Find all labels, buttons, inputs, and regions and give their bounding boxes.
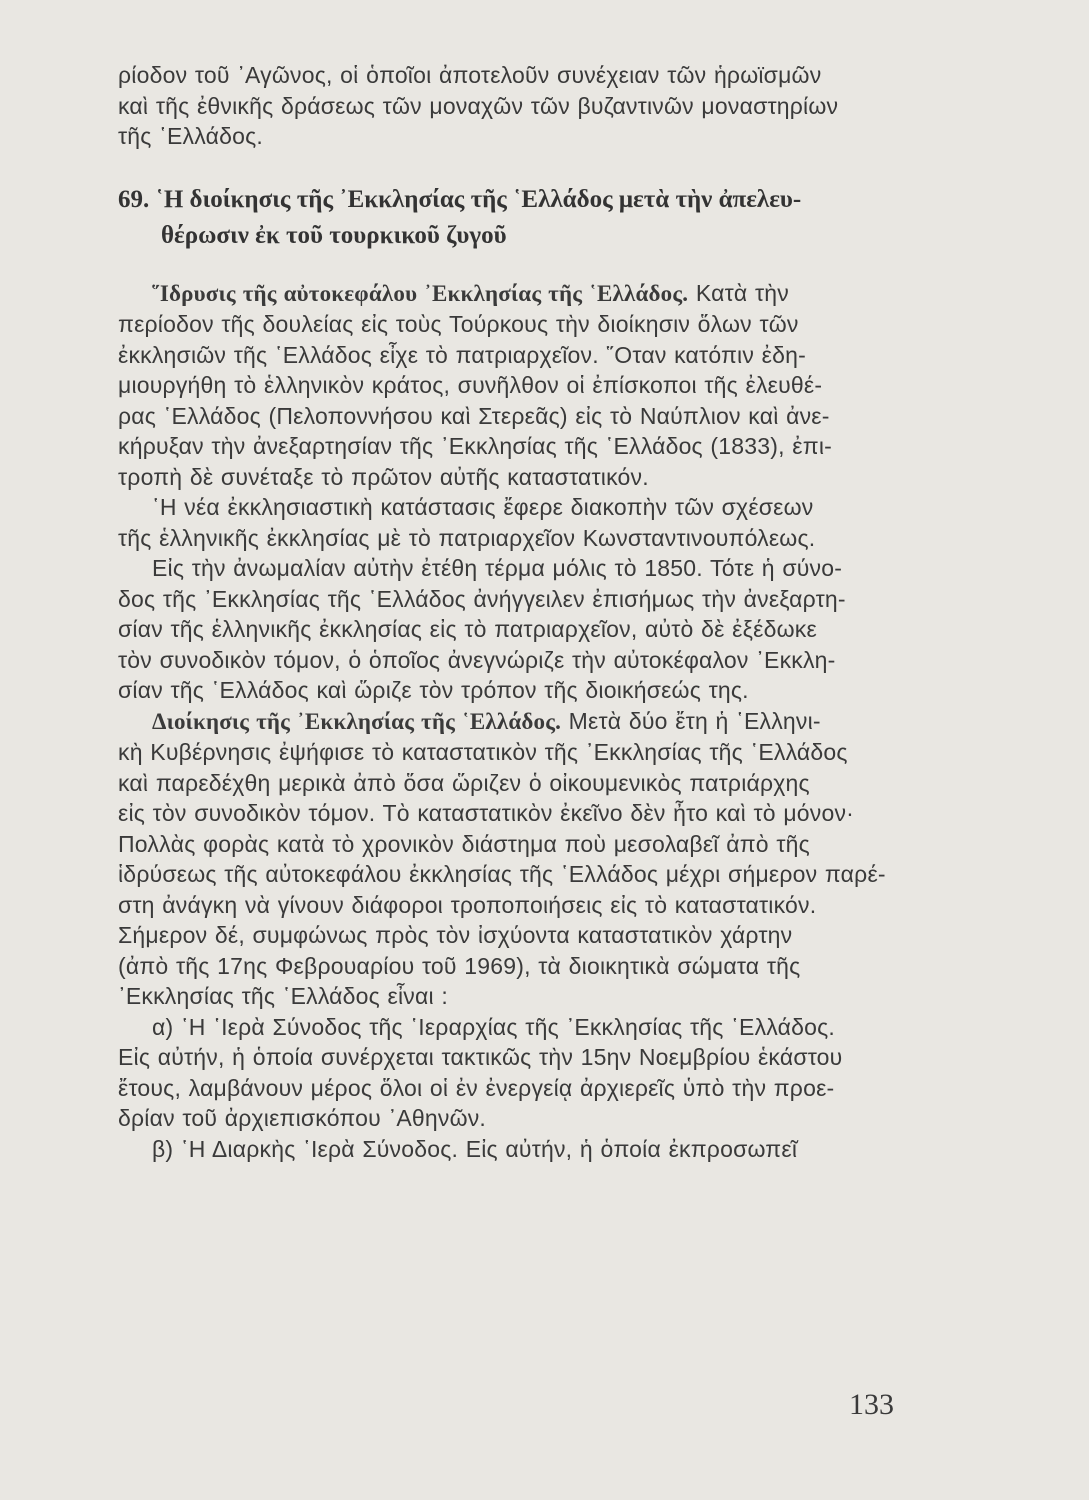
- text-line: Εἰς αὐτήν, ἡ ὁποία συνέρχεται τακτικῶς τὴν 15ην Νοεμβρίου ἑκάστου: [118, 1044, 843, 1070]
- text-line: καὶ παρεδέχθη μερικὰ ἀπὸ ὅσα ὥριζεν ὁ οἰκουμενικὸς πατριάρχης: [118, 769, 810, 796]
- text-line: ρίοδον τοῦ ᾿Αγῶνος, οἱ ὁποῖοι ἀποτελοῦν συνέχειαν τῶν ἡρωϊσμῶν: [118, 62, 822, 88]
- text-line: ἐκκλησιῶν τῆς ῾Ελλάδος εἶχε τὸ πατριαρχεῖον. ῞Οταν κατόπιν ἐδη-: [118, 341, 806, 368]
- text-line: κὴ Κυβέρνησις ἐψήφισε τὸ καταστατικὸν τῆς ᾿Εκκλησίας τῆς ῾Ελλάδος: [118, 739, 848, 765]
- text-fragment: Κατὰ τὴν: [688, 279, 789, 306]
- paragraph-subtitle: Διοίκησις τῆς ᾿Εκκλησίας τῆς ῾Ελλάδος.: [152, 708, 562, 734]
- text-line: [118, 278, 939, 310]
- text-line: α) ῾Η ῾Ιερὰ Σύνοδος τῆς ῾Ιεραρχίας τῆς ᾿Εκκλησίας τῆς ῾Ελλάδος.: [152, 1013, 835, 1040]
- text-line: ῾Η νέα ἐκκλησιαστικὴ κατάστασις ἔφερε διακοπὴν τῶν σχέσεων: [152, 494, 814, 520]
- spacer: [118, 254, 939, 278]
- text-line: τροπὴ δὲ συνέταξε τὸ πρῶτον αὐτῆς καταστατικόν.: [118, 463, 649, 490]
- paragraph-founding: [118, 278, 939, 493]
- text-line: σίαν τῆς ῾Ελλάδος καὶ ὥριζε τὸν τρόπον τῆς διοικήσεώς της.: [118, 677, 749, 703]
- text-line: ᾿Εκκλησίας τῆς ῾Ελλάδος εἶναι :: [118, 983, 448, 1009]
- section-heading-continued: θέρωσιν ἐκ τοῦ τουρκικοῦ ζυγοῦ: [161, 221, 507, 249]
- text-line: Πολλὰς φορὰς κατὰ τὸ χρονικὸν διάστημα ποὺ μεσολαβεῖ ἀπὸ τῆς: [118, 830, 810, 857]
- text-line: δος τῆς ᾿Εκκλησίας τῆς ῾Ελλάδος ἀνήγγειλεν ἐπισήμως τὴν ἀνεξαρτη-: [118, 585, 846, 612]
- text-line: ρας ῾Ελλάδος (Πελοποννήσου καὶ Στερεᾶς) εἰς τὸ Ναύπλιον καὶ ἀνε-: [118, 402, 830, 429]
- text-fragment: Μετὰ δύο ἔτη ἡ ῾Ελληνι-: [561, 707, 821, 734]
- text-line: κήρυξαν τὴν ἀνεξαρτησίαν τῆς ᾿Εκκλησίας τῆς ῾Ελλάδος (1833), ἐπι-: [118, 433, 832, 459]
- paragraph-new-situation: [118, 492, 939, 553]
- text-line: στη ἀνάγκη νὰ γίνουν διάφοροι τροποποιήσεις εἰς τὸ καταστατικόν.: [118, 891, 817, 918]
- paragraph-1850: [118, 553, 939, 706]
- text-line: σίαν τῆς ἑλληνικῆς ἐκκλησίας εἰς τὸ πατριαρχεῖον, αὐτὸ δὲ ἐξέδωκε: [118, 616, 817, 642]
- text-line: τὸν συνοδικὸν τόμον, ὁ ὁποῖος ἀνεγνώριζε τὴν αὐτοκέφαλον ᾿Εκκλη-: [118, 646, 836, 673]
- text-line: ἔτους, λαμβάνουν μέρος ὅλοι οἱ ἐν ἐνεργείᾳ ἀρχιερεῖς ὑπὸ τὴν προε-: [118, 1074, 835, 1101]
- paragraph-holy-synod: [118, 1012, 939, 1134]
- text-line: β) ῾Η Διαρκὴς ῾Ιερὰ Σύνοδος. Εἰς αὐτήν, ἡ ὁποία ἐκπροσωπεῖ: [152, 1135, 798, 1162]
- text-line: εἰς τὸν συνοδικὸν τόμον. Τὸ καταστατικὸν ἐκεῖνο δὲν ἦτο καὶ τὸ μόνον·: [118, 800, 855, 826]
- page-number: 133: [849, 1388, 894, 1421]
- paragraph-permanent-synod: [118, 1134, 939, 1165]
- paragraph-administration: [118, 706, 939, 1012]
- text-line: Εἰς τὴν ἀνωμαλίαν αὐτὴν ἐτέθη τέρμα μόλις τὸ 1850. Τότε ἡ σύνο-: [152, 555, 843, 581]
- text-line: περίοδον τῆς δουλείας εἰς τοὺς Τούρκους τὴν διοίκησιν ὅλων τῶν: [118, 311, 799, 337]
- text-line: δρίαν τοῦ ἀρχιεπισκόπου ᾿Αθηνῶν.: [118, 1105, 487, 1131]
- section-heading: 69. ῾Η διοίκησις τῆς ᾿Εκκλησίας τῆς ῾Ελλάδος μετὰ τὴν ἀπελευ-: [118, 185, 802, 213]
- text-line: καὶ τῆς ἐθνικῆς δράσεως τῶν μοναχῶν τῶν βυζαντινῶν μοναστηρίων: [118, 92, 839, 119]
- text-line: ἱδρύσεως τῆς αὐτοκεφάλου ἐκκλησίας τῆς ῾Ελλάδος μέχρι σήμερον παρέ-: [118, 861, 886, 887]
- text-line: [118, 706, 939, 738]
- text-line: τῆς ῾Ελλάδος.: [118, 123, 263, 149]
- text-line: Σήμερον δέ, συμφώνως πρὸς τὸν ἰσχύοντα καταστατικὸν χάρτην: [118, 922, 793, 948]
- text-line: μιουργήθη τὸ ἑλληνικὸν κράτος, συνῆλθον οἱ ἐπίσκοποι τῆς ἐλευθέ-: [118, 372, 823, 398]
- paragraph-subtitle: ῞Ιδρυσις τῆς αὐτοκεφάλου ᾿Εκκλησίας τῆς ῾Ελλάδος.: [152, 280, 689, 306]
- intro-paragraph: [118, 60, 939, 152]
- text-line: τῆς ἑλληνικῆς ἐκκλησίας μὲ τὸ πατριαρχεῖον Κωνσταντινουπόλεως.: [118, 524, 816, 551]
- text-line: (ἀπὸ τῆς 17ης Φεβρουαρίου τοῦ 1969), τὰ διοικητικὰ σώματα τῆς: [118, 952, 801, 979]
